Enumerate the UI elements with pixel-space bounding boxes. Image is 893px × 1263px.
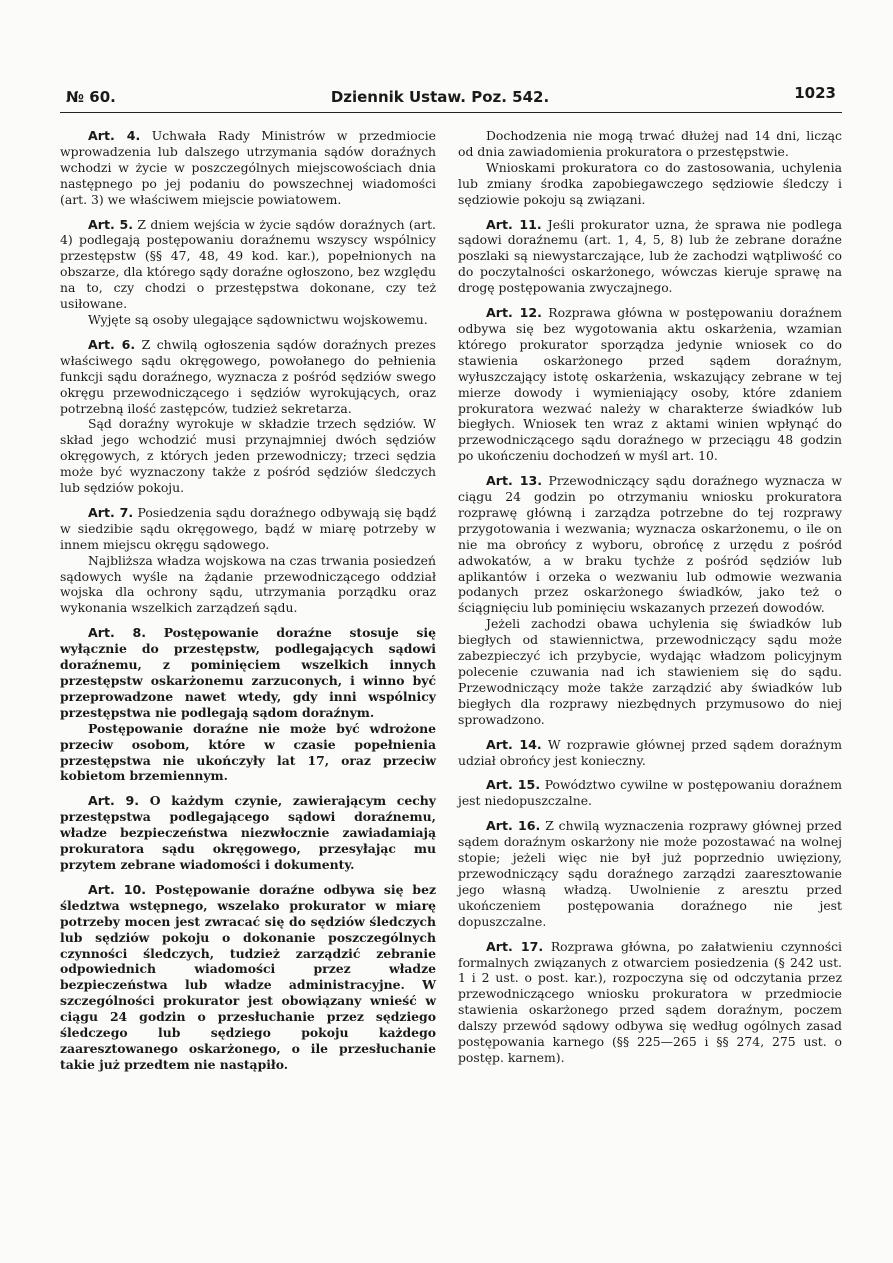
paragraph-art-14: Art. 14. W rozprawie głównej przed sądem doraźnym udział obrońcy jest konieczny.	[458, 736, 842, 768]
paragraph-art-8: Art. 8. Postępowanie doraźne stosuje się wyłącznie do przestępstw, podlegających sądowi doraźnemu, z pominięciem wszelkich innych przestępstw oskarżonemu zarzuconych, i winno być przeprowadzone nawet wtedy, gdy inni wspólnicy przestępstwa nie podlegają sądom doraźnym.	[60, 625, 436, 720]
paragraph-art-13: Art. 13. Przewodniczący sądu doraźnego wyznacza w ciągu 24 godzin po otrzymaniu wniosku prokuratora rozprawę główną i zarządza potrzebne do tej rozprawy przygotowania i wezwania; wyznacza oskarżonemu, o ile on nie ma obrońcy z wyboru, obrońcę z urzędu z pośród adwokatów, a w braku tychże z pośród sędziów lub aplikantów i orzeka o wezwaniu lub odmowie wezwania podanych przez oskarżonego świadków, jako też o ściągnięciu lub pominięciu wskazanych przezeń dowodów.	[458, 473, 842, 616]
paragraph-art-10: Art. 10. Postępowanie doraźne odbywa się bez śledztwa wstępnego, wszelako prokurator w miarę potrzeby mocen jest zwracać się do sędziów śledczych lub sędziów pokoju o dokonanie poszczególnych czynności śledczych, tudzież zarządzić zebranie odpowiednich wiadomości przez władze bezpieczeństwa lub władze administracyjne. W szczególności prokurator jest obowiązany wnieść w ciągu 24 godzin o przesłuchanie przez sędziego śledczego lub sędziego pokoju każdego zaaresztowanego oskarżonego, o ile przesłuchanie takie już przedtem nie nastąpiło.	[60, 881, 436, 1072]
paragraph: Najbliższa władza wojskowa na czas trwania posiedzeń sądowych wyśle na żądanie przewodniczącego oddział wojska dla ochrony sądu, utrzymania porządku oraz wykonania wszelkich zarządzeń sądu.	[60, 552, 436, 616]
right-column	[458, 128, 842, 1066]
paragraph-art-12: Art. 12. Rozprawa główna w postępowaniu doraźnem odbywa się bez wygotowania aktu oskarżenia, wzamian którego prokurator sporządza jedynie wniosek co do stawienia oskarżonego przed sądem doraźnym, wyłuszczający istotę oskarżenia, wskazujący zebrane w tej mierze dowody i wymieniający osoby, które zdaniem prokuratora wezwać należy w charakterze świadków lub biegłych. Wniosek ten wraz z aktami winien wpłynąć do przewodniczącego sądu doraźnego w przeciągu 48 godzin po ukończeniu dochodzeń w myśl art. 10.	[458, 305, 842, 464]
paragraph: Wyjęte są osoby ulegające sądownictwu wojskowemu.	[88, 311, 428, 327]
paragraph-art-4: Art. 4. Uchwała Rady Ministrów w przedmiocie wprowadzenia lub dalszego utrzymania sądów doraźnych wchodzi w życie w poszczególnych miejscowościach dnia następnego po jej podaniu do powszechnej wiadomości (art. 3) we właściwem miejscie powiatowem.	[60, 128, 436, 207]
paragraph: Sąd doraźny wyrokuje w składzie trzech sędziów. W skład jego wchodzić musi przynajmniej dwóch sędziów okręgowych, z których jeden przewodniczy; trzeci sędzia może być wyznaczony także z pośród sędziów śledczych lub sędziów pokoju.	[60, 416, 436, 496]
paragraph: Postępowanie doraźne nie może być wdrożone przeciw osobom, które w czasie popełnienia przestępstwa nie ukończyły lat 17, oraz przeciw kobietom brzemiennym.	[60, 720, 436, 784]
paragraph-art-5: Art. 5. Z dniem wejścia w życie sądów doraźnych (art. 4) podlegają postępowaniu doraźnemu wszyscy wspólnicy przestępstw (§§ 47, 48, 49 kod. kar.), popełnionych na obszarze, dla którego sądy doraźne ogłoszono, bez względu na to, czy chodzi o przestępstwa dokonane, czy też usiłowane.	[60, 216, 436, 312]
left-column	[60, 128, 436, 1073]
paragraph: Jeżeli zachodzi obawa uchylenia się świadków lub biegłych od stawiennictwa, przewodniczący sądu może zabezpieczyć ich przybycie, wydając władzom policyjnym polecenie czuwania nad ich stawieniem się do sądu. Przewodniczący może także zarządzić aby świadków lub biegłych dla rozprawy niezbędnych przymusowo do niej sprowadzono.	[458, 616, 842, 727]
journal-title: Dziennik Ustaw. Poz. 542.	[330, 88, 550, 106]
page-number: 1023	[794, 84, 836, 102]
paragraph-art-9: Art. 9. O każdym czynie, zawierającym cechy przestępstwa podlegającego sądowi doraźnemu, władze bezpieczeństwa niezwłocznie zawiadamiają prokuratora sądu okręgowego, przesyłając mu przytem zebrane wiadomości i dokumenty.	[60, 793, 436, 872]
paragraph-art-16: Art. 16. Z chwilą wyznaczenia rozprawy głównej przed sądem doraźnym oskarżony nie może pozostawać na wolnej stopie; jeżeli więc nie był już poprzednio uwięziony, przewodniczący sądu doraźnego zarządzi zaaresztowanie jego własną władzą. Uwolnienie z aresztu przed ukończeniem postępowania doraźnego nie jest dopuszczalne.	[458, 818, 842, 929]
paragraph-art-15: Art. 15. Powództwo cywilne w postępowaniu doraźnem jest niedopuszczalne.	[458, 777, 842, 809]
paragraph: Dochodzenia nie mogą trwać dłużej nad 14 dni, licząc od dnia zawiadomienia prokuratora o przestępstwie.	[458, 128, 842, 159]
paragraph-art-17: Art. 17. Rozprawa główna, po załatwieniu czynności formalnych związanych z otwarciem posiedzenia (§ 242 ust. 1 i 2 ust. o post. kar.), rozpoczyna się od odczytania przez przewodniczącego wniosku prokuratora w przedmiocie stawienia oskarżonego przed sądem doraźnym, poczem dalszy przewód sądowy odbywa się według ogólnych zasad postępowania karnego (§§ 225—265 i §§ 274, 275 ust. o postęp. karnem).	[458, 938, 842, 1065]
page-header	[60, 84, 842, 113]
issue-number: № 60.	[66, 88, 116, 106]
paragraph-art-7: Art. 7. Posiedzenia sądu doraźnego odbywają się bądź w siedzibie sądu okręgowego, bądź w miarę potrzeby w innem miejscu okręgu sądowego.	[60, 504, 436, 552]
paragraph-art-6: Art. 6. Z chwilą ogłoszenia sądów doraźnych prezes właściwego sądu okręgowego, powołanego do pełnienia funkcji sądu doraźnego, wyznacza z pośród sędziów swego okręgu przewodniczącego i sędziów wyrokujących, oraz potrzebną ilość zastępców, tudzież sekretarza.	[60, 336, 436, 416]
paragraph-art-11: Art. 11. Jeśli prokurator uzna, że sprawa nie podlega sądowi doraźnemu (art. 1, 4, 5, 8) lub że zebrane doraźne poszlaki są niewystarczające, lub że zachodzi wątpliwość co do poczytalności oskarżonego, wówczas kieruje sprawę na drogę postępowania zwyczajnego.	[458, 216, 842, 296]
paragraph: Wnioskami prokuratora co do zastosowania, uchylenia lub zmiany środka zapobiegawczego sędziowie śledczy i sędziowie pokoju są związani.	[458, 159, 842, 207]
